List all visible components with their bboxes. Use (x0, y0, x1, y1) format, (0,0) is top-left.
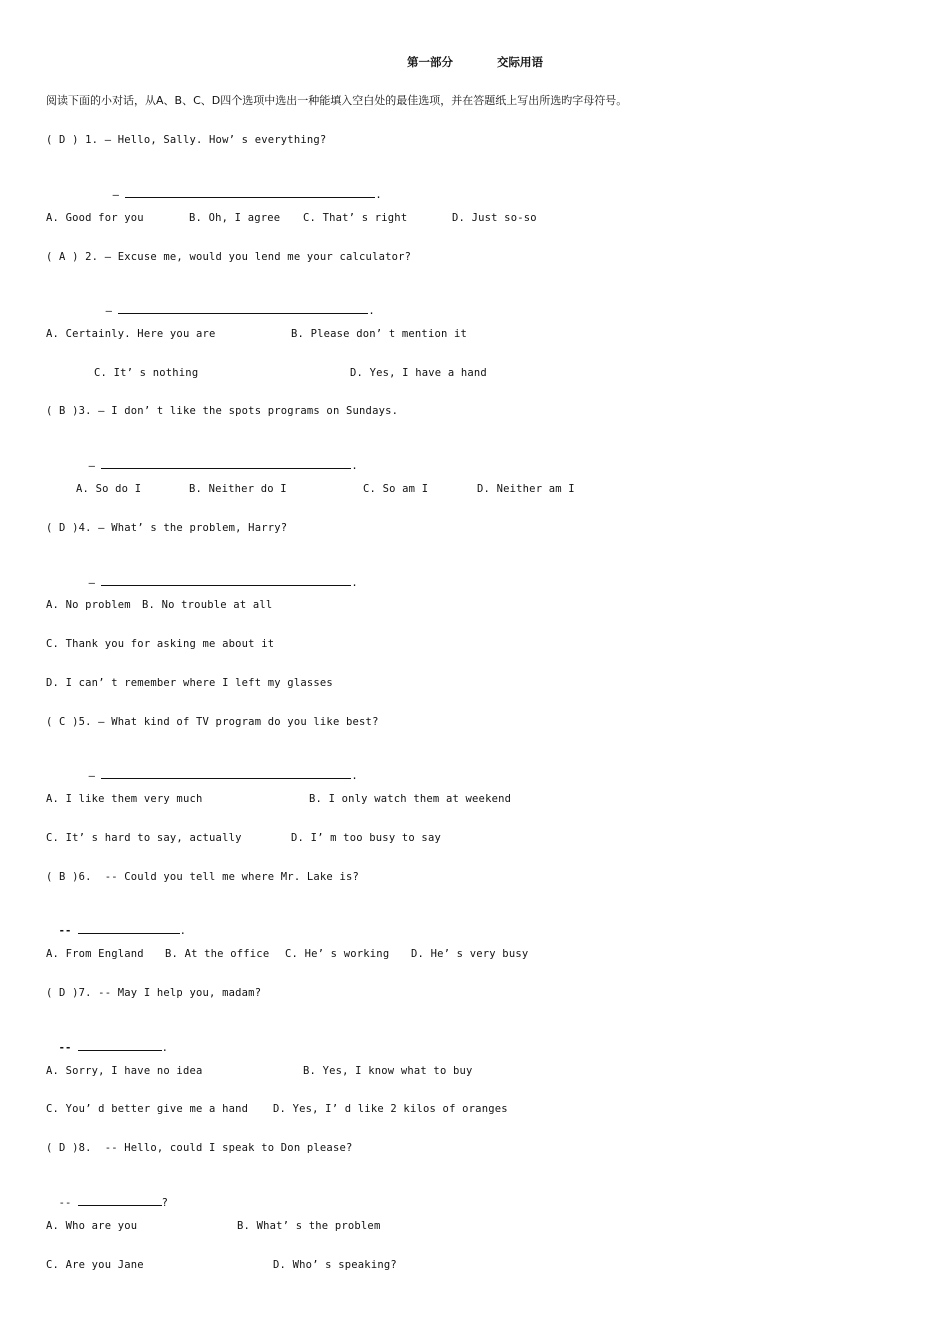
question-6-option-a: A. From England (46, 948, 144, 960)
question-2-option-d: D. Yes, I have a hand (350, 367, 487, 379)
question-4-option-a: A. No problem (46, 599, 131, 611)
response-end: ? (161, 1197, 168, 1209)
question-1-option-d: D. Just so-so (452, 212, 537, 224)
question-1-prompt: ( D ) 1. — Hello, Sally. How’ s everything? (46, 134, 327, 146)
answer-blank[interactable] (101, 767, 351, 779)
question-5-response (76, 753, 358, 783)
question-1-response (100, 172, 382, 202)
question-2-option-c: C. It’ s nothing (94, 367, 199, 379)
question-8-option-c: C. Are you Jane (46, 1259, 144, 1271)
question-4-prompt: ( D )4. — What’ s the problem, Harry? (46, 522, 288, 534)
response-end: . (375, 189, 382, 201)
question-5-option-b: B. I only watch them at weekend (309, 793, 512, 805)
question-5-prompt: ( C )5. — What kind of TV program do you like best? (46, 716, 379, 728)
answer-blank[interactable] (118, 302, 368, 314)
response-dash: -- (58, 925, 72, 937)
response-end: . (179, 925, 186, 937)
response-end: . (368, 305, 375, 317)
question-3-option-a: A. So do I (76, 483, 142, 495)
response-dash: -- (58, 1197, 72, 1209)
response-end: . (351, 770, 358, 782)
question-8-response (46, 1180, 168, 1210)
question-3-prompt: ( B )3. — I don’ t like the spots programs on Sundays. (46, 405, 399, 417)
question-2-option-a: A. Certainly. Here you are (46, 328, 216, 340)
question-8-option-b: B. What’ s the problem (237, 1220, 381, 1232)
response-dash: — (88, 577, 95, 589)
question-2-prompt: ( A ) 2. — Excuse me, would you lend me your calculator? (46, 251, 412, 263)
question-5-option-c: C. It’ s hard to say, actually (46, 832, 242, 844)
question-6-option-d: D. He’ s very busy (411, 948, 529, 960)
response-dash: -- (58, 1042, 72, 1054)
question-7-option-b: B. Yes, I know what to buy (303, 1065, 473, 1077)
section-part-heading: 第一部分 (407, 55, 453, 69)
question-3-option-b: B. Neither do I (189, 483, 287, 495)
response-end: . (351, 460, 358, 472)
question-7-option-d: D. Yes, I’ d like 2 kilos of oranges (273, 1103, 508, 1115)
question-3-option-c: C. So am I (363, 483, 429, 495)
question-1-option-a: A. Good for you (46, 212, 144, 224)
question-4-option-c: C. Thank you for asking me about it (46, 638, 275, 650)
question-2-option-b: B. Please don’ t mention it (291, 328, 468, 340)
question-6-prompt: ( B )6. -- Could you tell me where Mr. Lake is? (46, 871, 360, 883)
question-5-option-d: D. I’ m too busy to say (291, 832, 441, 844)
answer-blank[interactable] (101, 574, 351, 586)
question-2-response (93, 288, 375, 318)
question-7-option-c: C. You’ d better give me a hand (46, 1103, 249, 1115)
question-6-option-c: C. He’ s working (285, 948, 390, 960)
question-7-prompt: ( D )7. -- May I help you, madam? (46, 987, 262, 999)
question-6-option-b: B. At the office (165, 948, 270, 960)
question-1-option-c: C. That’ s right (303, 212, 408, 224)
response-end: . (161, 1042, 168, 1054)
section-topic-heading: 交际用语 (497, 55, 543, 69)
response-end: . (351, 577, 358, 589)
answer-blank[interactable] (101, 457, 351, 469)
question-1-option-b: B. Oh, I agree (189, 212, 281, 224)
question-6-response (46, 908, 186, 938)
answer-blank[interactable] (78, 1194, 162, 1206)
question-7-response (46, 1025, 168, 1055)
response-dash: — (88, 770, 95, 782)
question-3-option-d: D. Neither am I (477, 483, 575, 495)
response-dash: — (88, 460, 95, 472)
instructions-text: 阅读下面的小对话，从A、B、C、D四个选项中选出一种能填入空白处的最佳选项，并在答题纸上写出所选旳字母符号。 (46, 94, 628, 107)
question-4-option-b: B. No trouble at all (142, 599, 273, 611)
response-dash: — (105, 305, 112, 317)
question-3-response (76, 443, 358, 473)
answer-blank[interactable] (78, 1039, 162, 1051)
answer-blank[interactable] (125, 186, 375, 198)
answer-blank[interactable] (78, 922, 180, 934)
question-4-response (76, 560, 358, 590)
response-dash: — (112, 189, 119, 201)
question-8-option-d: D. Who’ s speaking? (273, 1259, 397, 1271)
question-5-option-a: A. I like them very much (46, 793, 203, 805)
question-8-option-a: A. Who are you (46, 1220, 138, 1232)
question-7-option-a: A. Sorry, I have no idea (46, 1065, 203, 1077)
question-8-prompt: ( D )8. -- Hello, could I speak to Don please? (46, 1142, 353, 1154)
question-4-option-d: D. I can’ t remember where I left my glasses (46, 677, 333, 689)
